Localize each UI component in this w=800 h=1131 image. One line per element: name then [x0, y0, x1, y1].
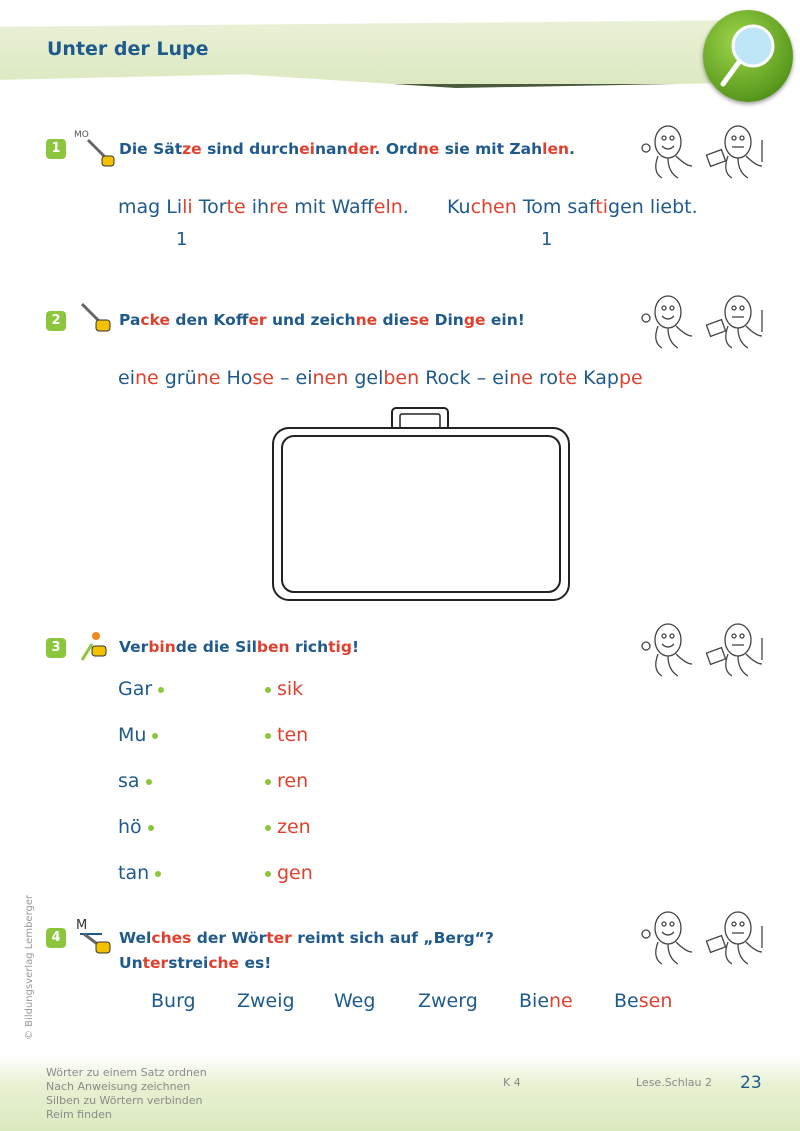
syllable: ter	[266, 929, 292, 947]
syllable: tig	[328, 638, 352, 656]
syllable: ei	[118, 367, 135, 389]
sentence-2-answer[interactable]: 1	[541, 229, 553, 250]
syllable: der Wör	[191, 929, 267, 947]
syllable: der	[347, 140, 375, 158]
syllable: che	[208, 954, 240, 972]
syllable: Tor	[192, 196, 227, 218]
syllable: Kap	[577, 367, 619, 389]
syllable: chen	[470, 196, 517, 218]
syllable: mag Li	[118, 196, 183, 218]
syllable: len	[542, 140, 570, 158]
syllable-text: sik	[277, 678, 304, 700]
syllable: sind durch	[201, 140, 300, 158]
syllable: ne	[509, 367, 533, 389]
skill: Nach Anweisung zeichnen	[46, 1080, 191, 1093]
syllable: strei	[168, 954, 209, 972]
left-syllable[interactable]	[118, 770, 158, 792]
footer-skills	[46, 1066, 207, 1122]
syllable-text: hö	[118, 816, 142, 838]
self-assessment-mascots-icon[interactable]	[638, 292, 768, 354]
syllable: Un	[119, 954, 143, 972]
syllable: gel	[348, 367, 384, 389]
syllable: Pa	[119, 311, 141, 329]
rhyme-word-option[interactable]	[151, 990, 196, 1012]
syllable: sie mit Zah	[439, 140, 543, 158]
syllable: es!	[239, 954, 272, 972]
syllable: !	[351, 638, 360, 656]
rhyme-word-option[interactable]	[614, 990, 672, 1012]
syllable-text: tan	[118, 862, 150, 884]
left-syllable[interactable]	[118, 862, 167, 884]
sentence-2	[447, 196, 698, 218]
connect-dot[interactable]	[265, 687, 271, 693]
syllable: .	[569, 140, 575, 158]
syllable: .	[402, 196, 409, 218]
syllable-text: Gar	[118, 678, 153, 700]
syllable: de die Sil	[175, 638, 257, 656]
right-syllable[interactable]	[259, 862, 313, 884]
rhyme-word-option[interactable]	[334, 990, 375, 1012]
magnifier-icon	[703, 10, 793, 102]
syllable: Ver	[119, 638, 149, 656]
syllable: te	[557, 367, 578, 389]
syllable: ne	[196, 367, 221, 389]
syllable: ches	[151, 929, 192, 947]
pen-label: MO	[74, 130, 89, 140]
syllable: ne	[417, 140, 440, 158]
syllable: Be	[614, 990, 639, 1012]
syllable: ge	[463, 311, 486, 329]
rhyme-word-option[interactable]	[237, 990, 295, 1012]
left-syllable[interactable]	[118, 816, 160, 838]
syllable: Bie	[519, 990, 550, 1012]
syllable: Zweig	[237, 990, 295, 1012]
connect-dot[interactable]	[152, 733, 158, 739]
syllable-text: ren	[277, 770, 309, 792]
syllable: ro	[532, 367, 558, 389]
connect-dot[interactable]	[158, 687, 164, 693]
syllable: – ei	[273, 367, 313, 389]
right-syllable[interactable]	[259, 678, 303, 700]
connect-dot[interactable]	[146, 779, 152, 785]
right-syllable[interactable]	[259, 816, 311, 838]
syllable: nen	[312, 367, 349, 389]
footer-book: Lese.Schlau 2	[636, 1076, 712, 1089]
syllable-text: sa	[118, 770, 140, 792]
syllable: se	[252, 367, 274, 389]
syllable: Weg	[334, 990, 376, 1012]
syllable: den Kof	[170, 311, 249, 329]
syllable: Din	[429, 311, 464, 329]
right-syllable[interactable]	[259, 770, 308, 792]
syllable: ne	[355, 311, 378, 329]
connect-dot[interactable]	[155, 871, 161, 877]
exercise-3-badge: 3	[46, 638, 66, 658]
syllable: grü	[158, 367, 197, 389]
syllable: re	[269, 196, 289, 218]
syllable: ti	[595, 196, 609, 218]
syllable: se	[409, 311, 430, 329]
syllable: Zwerg	[418, 990, 478, 1012]
exercise-2-instruction	[119, 311, 525, 329]
brush-hand-icon	[80, 302, 114, 336]
self-assessment-mascots-icon[interactable]	[638, 620, 768, 682]
suitcase-drawing-area[interactable]	[270, 406, 572, 604]
skill: Silben zu Wörtern verbinden	[46, 1094, 203, 1107]
syllable: gen liebt.	[608, 196, 698, 218]
syllable: ne	[549, 990, 573, 1012]
rhyme-word-option[interactable]	[418, 990, 478, 1012]
right-syllable[interactable]	[259, 724, 308, 746]
items-to-draw	[118, 367, 643, 389]
exercise-1-instruction	[119, 140, 575, 158]
syllable: Tom saf	[516, 196, 596, 218]
syllable: nan	[314, 140, 348, 158]
syllable: ei	[299, 140, 315, 158]
sentence-1-answer[interactable]: 1	[176, 229, 188, 250]
syllable: ein!	[485, 311, 525, 329]
syllable: pe	[619, 367, 643, 389]
left-syllable[interactable]	[118, 724, 164, 746]
connect-dot[interactable]	[265, 825, 271, 831]
syllable: Ho	[220, 367, 253, 389]
syllable: ih	[245, 196, 270, 218]
syllable: mit Waf	[288, 196, 374, 218]
sentence-1	[118, 196, 409, 218]
footer-code: K 4	[503, 1076, 521, 1089]
syllable: Ku	[447, 196, 471, 218]
syllable: . Ord	[374, 140, 418, 158]
syllable: li	[182, 196, 193, 218]
exercise-4-instruction-line2	[119, 954, 271, 972]
skill: Wörter zu einem Satz ordnen	[46, 1066, 207, 1079]
syllable: feln	[373, 196, 403, 218]
syllable: bin	[148, 638, 176, 656]
syllable: Die Sät	[119, 140, 183, 158]
pencil-hand-icon	[84, 136, 118, 170]
syllable: Rock – ei	[419, 367, 510, 389]
syllable-text: ten	[277, 724, 309, 746]
self-assessment-mascots-icon[interactable]	[638, 908, 768, 970]
syllable-text: Mu	[118, 724, 147, 746]
syllable: Wel	[119, 929, 152, 947]
syllable: sen	[638, 990, 673, 1012]
syllable: ben	[383, 367, 420, 389]
syllable: ter	[142, 954, 169, 972]
syllable-text: zen	[277, 816, 311, 838]
syllable: ben	[256, 638, 290, 656]
syllable: reimt sich auf „Berg“?	[291, 929, 494, 947]
syllable: ne	[134, 367, 159, 389]
syllable-text: gen	[277, 862, 313, 884]
exercise-3-instruction	[119, 638, 359, 656]
syllable: cke	[140, 311, 170, 329]
syllable: die	[377, 311, 410, 329]
copyright: © Bildungsverlag Lemberger	[24, 894, 35, 1040]
exercise-4-badge: 4	[46, 928, 66, 948]
connecting-hand-icon	[78, 630, 112, 664]
self-assessment-mascots-icon[interactable]	[638, 122, 768, 184]
page-number: 23	[740, 1073, 762, 1093]
exercise-4-instruction-line1	[119, 929, 494, 947]
connect-dot[interactable]	[265, 733, 271, 739]
syllable: Burg	[151, 990, 196, 1012]
connect-dot[interactable]	[148, 825, 154, 831]
connect-dot[interactable]	[265, 779, 271, 785]
underline-hand-icon	[80, 928, 114, 962]
rhyme-word-option[interactable]	[519, 990, 573, 1012]
skill: Reim finden	[46, 1108, 112, 1121]
syllable: ze	[182, 140, 202, 158]
connect-dot[interactable]	[265, 871, 271, 877]
syllable: rich	[289, 638, 329, 656]
syllable: und zeich	[266, 311, 356, 329]
syllable: te	[226, 196, 246, 218]
pen-label: M	[76, 918, 88, 933]
exercise-1-badge: 1	[46, 139, 66, 159]
left-syllable[interactable]	[118, 678, 170, 700]
page-title: Unter der Lupe	[47, 38, 209, 60]
exercise-2-badge: 2	[46, 311, 66, 331]
syllable: fer	[248, 311, 267, 329]
